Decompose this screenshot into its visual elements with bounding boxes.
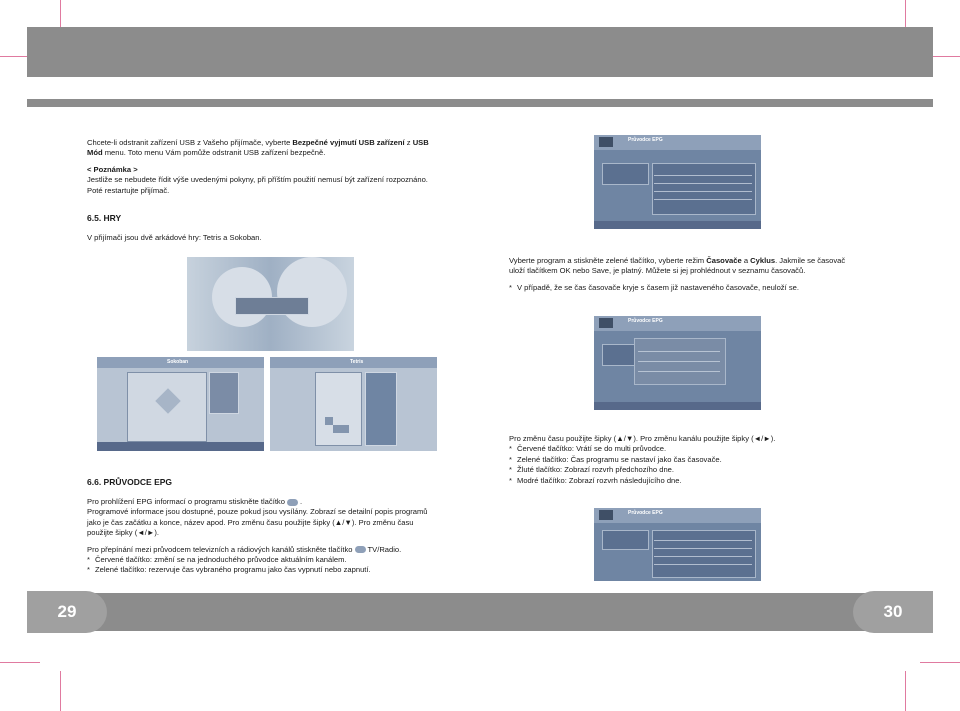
usb-removal-text: Chcete-li odstranit zařízení USB z Vašeho přijímače, vyberte Bezpečné vyjmutí USB zařízení z USB Mód menu. Toto menu Vám pomůže odstranit USB zařízení bezpečně. < Poznámka > Jestliže se nebudete řídit výše uvedenými pokyny, při příštím použití nemusí být zařízení rozpoznáno. Poté restartujte přijímač.: [87, 138, 429, 195]
list-item: * Žluté tlačítko: Zobrazí rozvrh předchozího dne.: [509, 465, 894, 475]
games-heading: 6.5. HRY: [87, 213, 122, 223]
crop-mark: [60, 671, 61, 711]
list-item: * Červené tlačítko: Vrátí se do multi průvodce.: [509, 444, 894, 454]
crop-mark: [905, 671, 906, 711]
list-item: * Modré tlačítko: Zobrazí rozvrh následujícího dne.: [509, 476, 894, 486]
tv-logo-icon: [599, 510, 613, 520]
epg-title: Průvodce EPG: [628, 137, 663, 143]
footer-band: [27, 593, 933, 631]
tetris-screenshot: [270, 357, 437, 451]
sokoban-screenshot: [97, 357, 264, 451]
games-text: V přijímači jsou dvě arkádové hry: Tetris a Sokoban.: [87, 233, 262, 242]
epg-screenshot-2: [594, 316, 761, 410]
epg-title: Průvodce EPG: [628, 510, 663, 516]
crop-mark: [920, 662, 960, 663]
epg-screenshot-3: [594, 508, 761, 581]
timer-text: Vyberte program a stiskněte zelené tlačítko, vyberte režim Časovače a Cyklus. Jakmile se časovač uloží tlačítkem OK nebo Save, je platný. Můžete si jej prohlédnout v seznamu časovačů. * V případě, že se čas časovače kryje s časem již nastaveného časovače, neuloží se.: [509, 256, 894, 293]
tv-logo-icon: [599, 137, 613, 147]
epg-footer: [594, 221, 761, 229]
epg-text: Pro prohlížení EPG informací o programu stiskněte tlačítko . Programové informace jsou dostupné, pouze pokud jsou vysílány. Zobrazí se detailní popis programů jako je čas začátku a konce, název apod. Pro změnu času použijte šipky (▲/▼). Pro změnu času použijte šipky (◄/►). Pro přepínání mezi průvodcem televizních a rádiových kanálů stiskněte tlačítko TV/Radio. * Červené tlačítko: změní se na jednoduchého průvodce aktuálním kanálem. * Zelené tlačítko: rezervuje čas vybraného programu jako čas vypnutí nebo zapnutí.: [87, 497, 472, 576]
epg-title: Průvodce EPG: [628, 318, 663, 324]
sokoban-title: Sokoban: [167, 359, 189, 365]
epg-heading: 6.6. PRŮVODCE EPG: [87, 477, 173, 487]
epg-screenshot-1: [594, 135, 761, 229]
page-number-right: 30: [853, 591, 933, 633]
games-menu-dialog: [235, 297, 309, 315]
list-item: * Červené tlačítko: změní se na jednoduchého průvodce aktuálním kanálem.: [87, 555, 472, 565]
games-menu-screenshot: [187, 257, 354, 351]
tv-logo-icon: [599, 318, 613, 328]
list-item: * Zelené tlačítko: Čas programu se nastaví jako čas časovače.: [509, 455, 894, 465]
timer-note: * V případě, že se čas časovače kryje s časem již nastaveného časovače, neuloží se.: [509, 283, 894, 293]
page-number-left: 29: [27, 591, 107, 633]
header-rule: [27, 99, 933, 107]
crop-mark: [0, 662, 40, 663]
note-title: < Poznámka >: [87, 164, 138, 174]
navigation-text: Pro změnu času použijte šipky (▲/▼). Pro změnu kanálu použijte šipky (◄/►). * Červené tlačítko: Vrátí se do multi průvodce. * Zelené tlačítko: Čas programu se nastaví jako čas časovače. * Žluté tlačítko: Zobrazí rozvrh předchozího dne. * Modré tlačítko: Zobrazí rozvrh následujícího dne.: [509, 434, 894, 486]
epg-footer: [594, 402, 761, 410]
tetris-title: Tetris: [350, 359, 364, 365]
list-item: * Zelené tlačítko: rezervuje čas vybraného programu jako čas vypnutí nebo zapnutí.: [87, 565, 472, 575]
epg-button-icon: [287, 499, 298, 506]
header-band: [27, 27, 933, 77]
tv-radio-button-icon: [355, 546, 366, 553]
